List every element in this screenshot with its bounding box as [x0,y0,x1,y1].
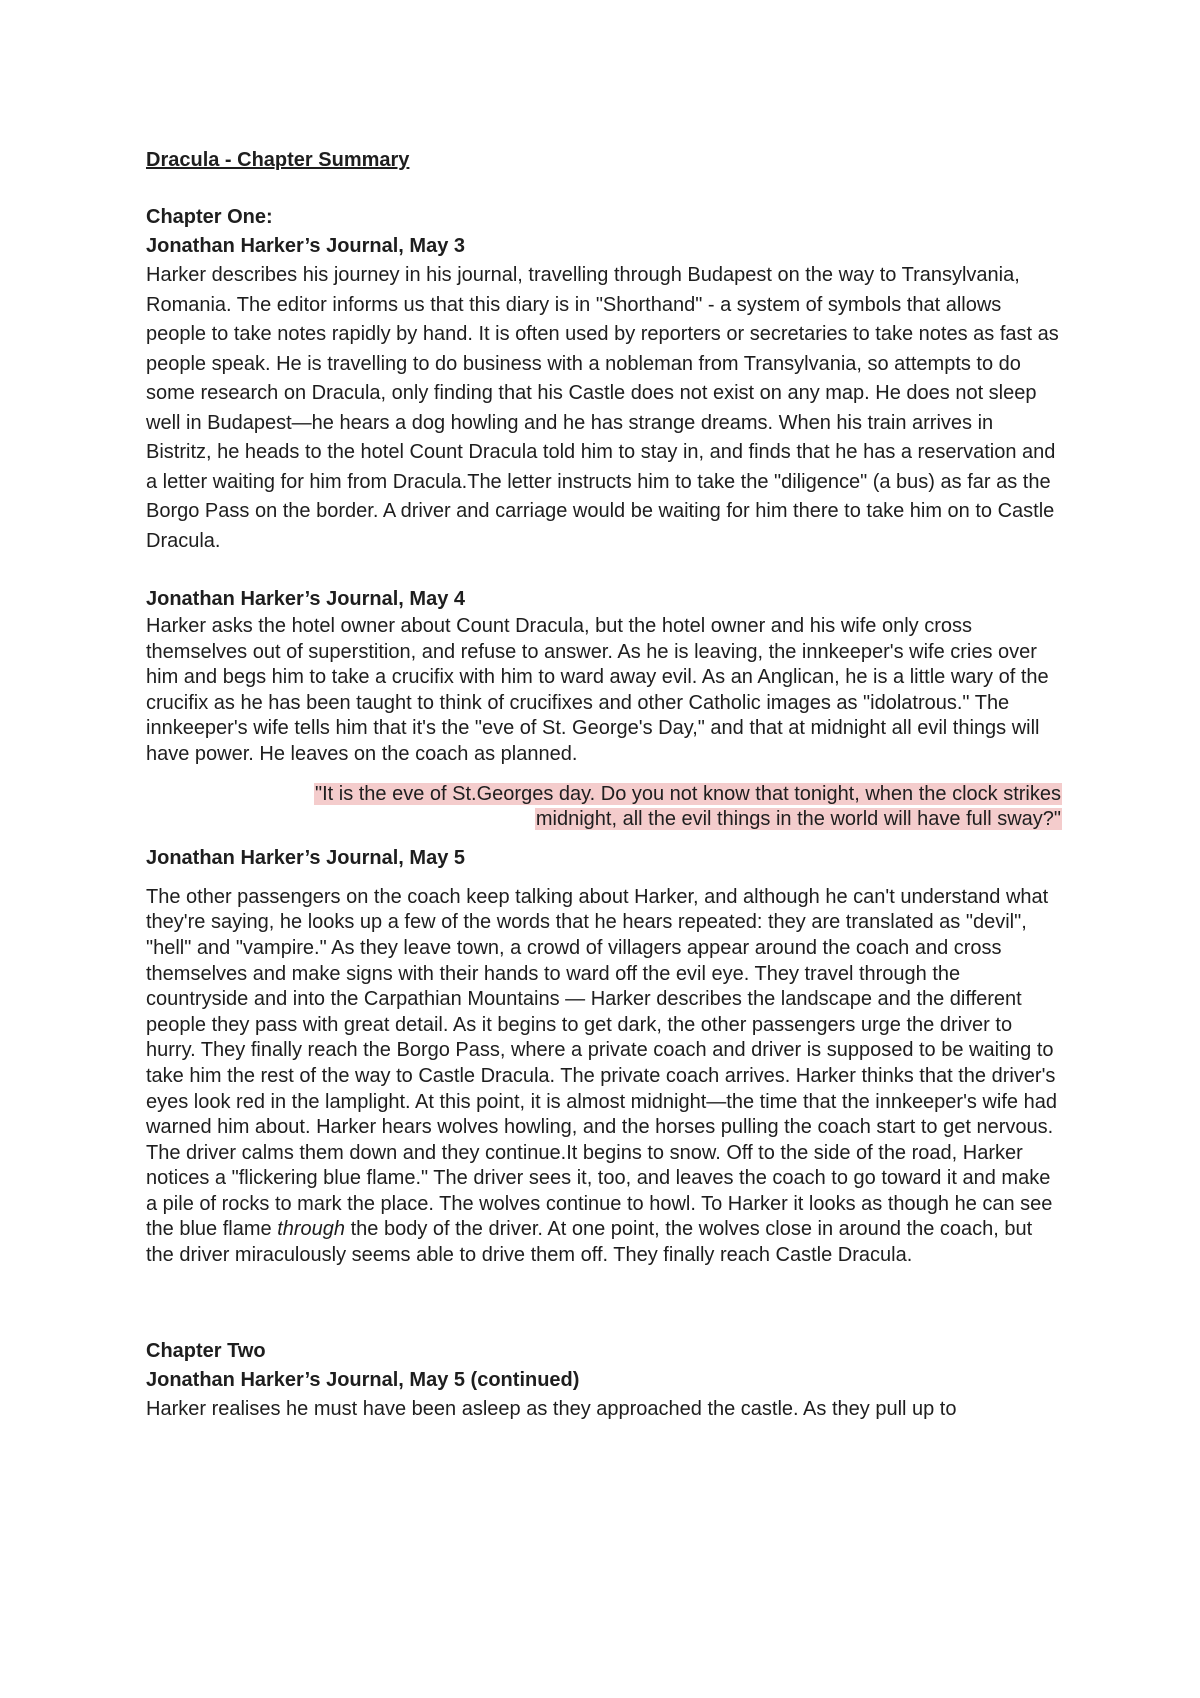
spacer [146,1269,1062,1337]
spacer [146,556,1062,585]
chapter-one-heading: Chapter One: [146,206,273,228]
chapter-two-heading: Chapter Two [146,1339,266,1362]
entry-heading-may-5-continued: Jonathan Harker’s Journal, May 5 (continued) [146,1368,580,1391]
entry-text-may-5 [146,885,1062,1269]
entry-text-may-5-italic: through [277,1218,346,1241]
document-page [146,146,1062,1424]
entry-text-may-4: Harker asks the hotel owner about Count Dracula, but the hotel owner and his wife only cross themselves out of superstition, and refuse to answer. As he is leaving, the innkeeper's wife cries over him and begs him to take a crucifix with him to ward away evil. As an Anglican, he is a little wary of the crucifix as he has been taught to think of crucifixes and other Catholic images as "idolatrous." The innkeeper's wife tells him that it's the "eve of St. George's Day," and that at midnight all evil things will have power. He leaves on the coach as planned. [146,615,1049,765]
spacer [146,833,1062,844]
spacer [146,873,1062,885]
highlighted-quote [146,782,1062,833]
spacer [146,768,1062,782]
entry-text-may-5-continued: Harker realises he must have been asleep as they approached the castle. As they pull up to [146,1397,957,1420]
quote-line-1: "It is the eve of St.Georges day. Do you not know that tonight, when the clock strikes [314,782,1061,805]
entry-heading-may-4: Jonathan Harker’s Journal, May 4 [146,588,466,610]
quote-line-2: midnight, all the evil things in the world will have full sway?" [535,808,1061,831]
entry-text-may-5-part-2: the body of the driver. At one point, the wolves close in around the coach, but the driver miraculously seems able to drive them off. They finally reach Castle Dracula. [146,1218,1033,1267]
entry-heading-may-3: Jonathan Harker’s Journal, May 3 [146,235,466,257]
entry-text-may-5-part-1: The other passengers on the coach keep talking about Harker, and although he can't understand what they're saying, he looks up a few of the words that he hears repeated: they are translated as "devil", "hell" and "vampire." As they leave town, a crowd of villagers appear around the coach and cross themselves and make signs with their hands to ward off the evil eye. They travel through the countryside and into the Carpathian Mountains — Harker describes the landscape and the different people they pass with great detail. As it begins to get dark, the other passengers urge the driver to hurry. They finally reach the Borgo Pass, where a private coach and driver is supposed to be waiting to take him the rest of the way to Castle Dracula. The private coach arrives. Harker thinks that the driver's eyes look red in the lamplight. At this point, it is almost midnight—the time that the innkeeper's wife had warned him about. Harker hears wolves howling, and the horses pulling the coach start to get nervous. The driver calms them down and they continue.It begins to snow. Off to the side of the road, Harker notices a "flickering blue flame." The driver sees it, too, and leaves the coach to go toward it and make a pile of rocks to mark the place. The wolves continue to howl. To Harker it looks as though he can see the blue flame [146,885,1057,1241]
document-title: Dracula - Chapter Summary [146,149,410,171]
entry-heading-may-5: Jonathan Harker’s Journal, May 5 [146,846,466,869]
spacer [146,174,1062,203]
entry-text-may-3: Harker describes his journey in his journal, travelling through Budapest on the way to Transylvania, Romania. The editor informs us that this diary is in "Shorthand" - a system of symbols that allows people to take notes rapidly by hand. It is often used by reporters or secretaries to take notes as fast as people speak. He is travelling to do business with a nobleman from Transylvania, so attempts to do some research on Dracula, only finding that his Castle does not exist on any map. He does not sleep well in Budapest—he hears a dog howling and he has strange dreams. When his train arrives in Bistritz, he heads to the hotel Count Dracula told him to stay in, and finds that he has a reservation and a letter waiting for him from Dracula.The letter instructs him to take the "diligence" (a bus) as far as the Borgo Pass on the border. A driver and carriage would be waiting for him there to take him on to Castle Dracula. [146,264,1059,552]
